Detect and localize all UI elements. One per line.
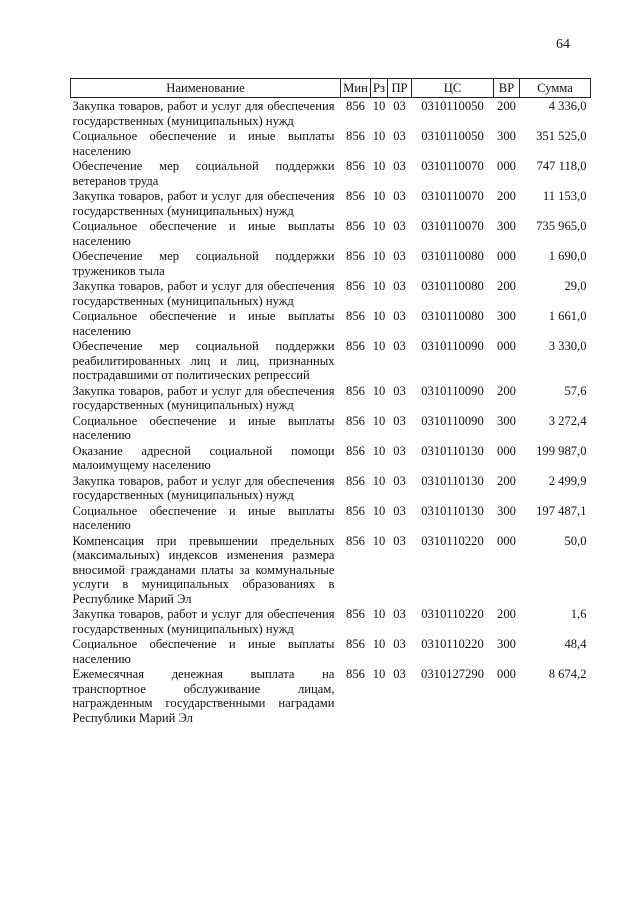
cell-name: Обеспечение мер социальной поддержки ветеранов труда [72, 159, 335, 188]
cell-sum: 199 987,0 [536, 443, 587, 458]
cell-pr: 03 [393, 189, 406, 203]
cell-cs: 0310110070 [421, 219, 484, 233]
table-row [71, 338, 591, 383]
cell-rz: 10 [372, 129, 386, 143]
cell-sum: 1,6 [570, 607, 587, 621]
table-row [71, 98, 591, 129]
cell-cs: 0310110090 [421, 339, 484, 353]
cell-rz: 10 [372, 219, 386, 233]
cell-pr: 03 [393, 533, 406, 548]
cell-vr: 200 [497, 279, 516, 293]
cell-rz: 10 [372, 99, 386, 113]
cell-min: 856 [346, 159, 365, 173]
cell-sum: 2 499,9 [548, 473, 587, 488]
cell-min: 856 [346, 219, 365, 233]
cell-pr: 03 [393, 473, 406, 488]
cell-vr: 000 [497, 249, 516, 263]
cell-vr: 300 [497, 219, 516, 233]
cell-min: 856 [346, 533, 365, 548]
table-header-row [71, 79, 591, 98]
cell-name: Социальное обеспечение и иные выплаты населению [72, 637, 335, 666]
cell-rz: 10 [372, 339, 386, 353]
table-row [71, 383, 591, 413]
cell-vr: 300 [497, 129, 516, 143]
cell-pr: 03 [393, 413, 406, 428]
cell-cs: 0310127290 [421, 667, 484, 681]
cell-rz: 10 [372, 413, 386, 428]
table-row [71, 158, 591, 188]
cell-rz: 10 [372, 189, 386, 203]
cell-vr: 300 [497, 309, 516, 323]
cell-pr: 03 [393, 159, 406, 173]
table-row [71, 128, 591, 158]
table-body [71, 98, 591, 726]
cell-name: Социальное обеспечение и иные выплаты населению [72, 309, 335, 338]
cell-name: Закупка товаров, работ и услуг для обеспечения государственных (муниципальных) нужд [72, 189, 335, 218]
header-sum: Сумма [520, 79, 591, 98]
cell-vr: 300 [497, 503, 516, 518]
cell-rz: 10 [372, 383, 386, 398]
cell-name: Социальное обеспечение и иные выплаты населению [72, 503, 335, 532]
table-row [71, 278, 591, 308]
cell-pr: 03 [393, 249, 406, 263]
table-row [71, 533, 591, 607]
cell-min: 856 [346, 473, 365, 488]
cell-vr: 000 [497, 533, 516, 548]
cell-cs: 0310110130 [421, 503, 484, 518]
table-row [71, 218, 591, 248]
cell-sum: 1 690,0 [548, 249, 587, 263]
cell-sum: 57,6 [564, 383, 587, 398]
cell-vr: 300 [497, 413, 516, 428]
header-min: Мин [341, 79, 371, 98]
cell-vr: 200 [497, 607, 516, 621]
cell-rz: 10 [372, 279, 386, 293]
cell-vr: 000 [497, 667, 516, 681]
cell-min: 856 [346, 339, 365, 353]
table-row [71, 248, 591, 278]
cell-sum: 197 487,1 [536, 503, 587, 518]
cell-rz: 10 [372, 667, 386, 681]
header-pr: ПР [388, 79, 412, 98]
header-vr: ВР [494, 79, 520, 98]
header-name: Наименование [71, 79, 341, 98]
cell-vr: 200 [497, 99, 516, 113]
cell-sum: 747 118,0 [536, 159, 587, 173]
cell-rz: 10 [372, 443, 386, 458]
cell-cs: 0310110220 [421, 607, 484, 621]
cell-name: Обеспечение мер социальной поддержки реабилитированных лиц и лиц, признанных пострадавшими от политических репрессий [72, 339, 335, 382]
cell-pr: 03 [393, 279, 406, 293]
cell-pr: 03 [393, 309, 406, 323]
cell-vr: 200 [497, 189, 516, 203]
cell-min: 856 [346, 607, 365, 621]
cell-min: 856 [346, 189, 365, 203]
cell-sum: 735 965,0 [536, 219, 587, 233]
cell-cs: 0310110050 [421, 129, 484, 143]
cell-min: 856 [346, 129, 365, 143]
cell-pr: 03 [393, 129, 406, 143]
cell-vr: 200 [497, 383, 516, 398]
page-number: 64 [556, 37, 570, 52]
cell-name: Закупка товаров, работ и услуг для обеспечения государственных (муниципальных) нужд [72, 99, 335, 128]
cell-cs: 0310110070 [421, 189, 484, 203]
cell-sum: 4 336,0 [548, 99, 587, 113]
cell-min: 856 [346, 279, 365, 293]
cell-cs: 0310110090 [421, 383, 484, 398]
cell-pr: 03 [393, 383, 406, 398]
cell-cs: 0310110080 [421, 279, 484, 293]
cell-name: Оказание адресной социальной помощи малоимущему населению [72, 443, 335, 472]
table-row [71, 443, 591, 473]
table-row [71, 503, 591, 533]
cell-sum: 11 153,0 [542, 189, 587, 203]
cell-name: Закупка товаров, работ и услуг для обеспечения государственных (муниципальных) нужд [72, 279, 335, 308]
cell-rz: 10 [372, 309, 386, 323]
cell-cs: 0310110130 [421, 443, 484, 458]
cell-pr: 03 [393, 99, 406, 113]
cell-name: Обеспечение мер социальной поддержки тружеников тыла [72, 249, 335, 278]
cell-min: 856 [346, 249, 365, 263]
cell-pr: 03 [393, 637, 406, 651]
table-row [71, 636, 591, 666]
cell-pr: 03 [393, 443, 406, 458]
cell-name: Закупка товаров, работ и услуг для обеспечения государственных (муниципальных) нужд [72, 607, 335, 636]
cell-sum: 1 661,0 [548, 309, 587, 323]
budget-table [70, 78, 591, 725]
cell-vr: 000 [497, 339, 516, 353]
cell-rz: 10 [372, 533, 386, 548]
cell-sum: 8 674,2 [548, 667, 587, 681]
cell-cs: 0310110090 [421, 413, 484, 428]
cell-cs: 0310110220 [421, 637, 484, 651]
cell-sum: 50,0 [564, 533, 587, 548]
table-row [71, 606, 591, 636]
cell-min: 856 [346, 309, 365, 323]
cell-name: Социальное обеспечение и иные выплаты населению [72, 129, 335, 158]
cell-rz: 10 [372, 607, 386, 621]
cell-rz: 10 [372, 503, 386, 518]
cell-pr: 03 [393, 607, 406, 621]
cell-rz: 10 [372, 249, 386, 263]
cell-sum: 3 330,0 [548, 339, 587, 353]
header-cs: ЦС [412, 79, 494, 98]
cell-vr: 000 [497, 443, 516, 458]
cell-pr: 03 [393, 503, 406, 518]
cell-cs: 0310110130 [421, 473, 484, 488]
cell-sum: 29,0 [564, 279, 587, 293]
cell-min: 856 [346, 667, 365, 681]
cell-min: 856 [346, 443, 365, 458]
cell-vr: 000 [497, 159, 516, 173]
table-row [71, 413, 591, 443]
cell-pr: 03 [393, 339, 406, 353]
cell-min: 856 [346, 503, 365, 518]
table-row [71, 308, 591, 338]
cell-name: Закупка товаров, работ и услуг для обеспечения государственных (муниципальных) нужд [72, 383, 335, 412]
cell-name: Социальное обеспечение и иные выплаты населению [72, 219, 335, 248]
cell-min: 856 [346, 383, 365, 398]
cell-pr: 03 [393, 219, 406, 233]
cell-name: Закупка товаров, работ и услуг для обеспечения государственных (муниципальных) нужд [72, 473, 335, 502]
cell-rz: 10 [372, 473, 386, 488]
cell-cs: 0310110070 [421, 159, 484, 173]
cell-vr: 300 [497, 637, 516, 651]
cell-sum: 351 525,0 [536, 129, 587, 143]
cell-vr: 200 [497, 473, 516, 488]
table-row [71, 666, 591, 725]
header-rz: Рз [371, 79, 388, 98]
table-row [71, 473, 591, 503]
cell-min: 856 [346, 99, 365, 113]
cell-cs: 0310110080 [421, 309, 484, 323]
cell-sum: 48,4 [564, 637, 587, 651]
cell-min: 856 [346, 637, 365, 651]
cell-name: Социальное обеспечение и иные выплаты населению [72, 413, 335, 442]
cell-cs: 0310110080 [421, 249, 484, 263]
table-row [71, 188, 591, 218]
cell-name: Компенсация при превышении предельных (максимальных) индексов изменения размера вносимой гражданами платы за коммунальные услуги в муниципальных образованиях в Республике Марий Эл [72, 533, 335, 606]
cell-sum: 3 272,4 [548, 413, 587, 428]
cell-cs: 0310110050 [421, 99, 484, 113]
cell-rz: 10 [372, 159, 386, 173]
cell-pr: 03 [393, 667, 406, 681]
cell-cs: 0310110220 [421, 533, 484, 548]
cell-rz: 10 [372, 637, 386, 651]
cell-name: Ежемесячная денежная выплата на транспортное обслуживание лицам, награжденным государственными наградами Республики Марий Эл [72, 667, 335, 725]
cell-min: 856 [346, 413, 365, 428]
